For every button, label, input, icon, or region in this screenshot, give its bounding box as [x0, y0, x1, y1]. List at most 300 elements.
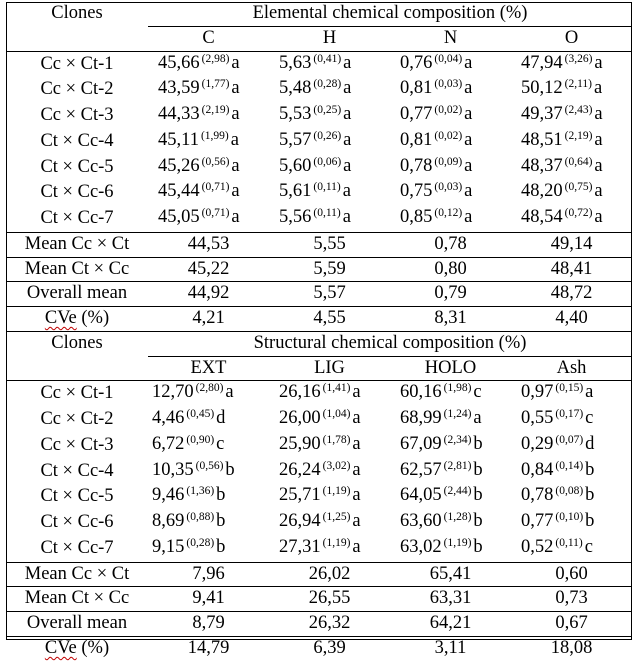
- table-row: [6, 155, 632, 181]
- value-cell: [511, 180, 632, 206]
- std-dev: (1,25): [322, 511, 351, 523]
- std-dev: (0,04): [434, 52, 463, 65]
- group-letter: a: [594, 104, 603, 124]
- table-row: [6, 77, 632, 103]
- summary-label: Overall mean: [6, 282, 148, 307]
- clone-label: Ct × Cc-6: [40, 512, 114, 532]
- mean-value: 10,35: [152, 459, 194, 480]
- group-letter: b: [216, 485, 226, 506]
- std-dev: (1,19): [322, 536, 351, 549]
- std-dev: (2,34): [443, 433, 472, 446]
- summary-label: Overall mean: [6, 612, 148, 637]
- summary-value: 4,55: [269, 307, 390, 332]
- summary-label: [6, 307, 148, 332]
- mean-value: 68,99: [400, 408, 442, 428]
- structural-column-header-row: [6, 356, 632, 381]
- mean-value: 4,46: [152, 408, 185, 428]
- structural-title: Structural chemical composition (%): [148, 331, 632, 356]
- summary-label: Mean Cc × Ct: [6, 562, 148, 587]
- summary-value: 0,73: [511, 587, 632, 612]
- elemental-summary-rows: [6, 232, 632, 331]
- mean-value: 0,76: [400, 52, 433, 73]
- group-letter: c: [584, 536, 593, 557]
- std-dev: (0,72): [564, 207, 593, 219]
- summary-value: 45,22: [148, 257, 269, 282]
- summary-value: 5,55: [269, 232, 390, 257]
- group-letter: a: [464, 181, 473, 202]
- clone-label: Ct × Cc-5: [40, 156, 114, 177]
- summary-value: 5,57: [269, 282, 390, 307]
- column-header-lig: LIG: [269, 356, 390, 381]
- cve-unit: (%): [76, 637, 110, 658]
- group-letter: a: [342, 181, 351, 202]
- table-row: [6, 51, 632, 77]
- std-dev: (0,11): [555, 536, 583, 549]
- group-letter: b: [473, 485, 483, 506]
- std-dev: (0,06): [313, 155, 342, 168]
- summary-label: Mean Cc × Ct: [6, 232, 148, 257]
- summary-value: 18,08: [511, 636, 632, 660]
- summary-value: 4,21: [148, 307, 269, 332]
- mean-value: 5,63: [279, 52, 312, 73]
- std-dev: (0,11): [313, 207, 341, 219]
- group-letter: c: [216, 433, 225, 454]
- clones-header: Clones: [51, 3, 103, 24]
- group-letter: a: [594, 155, 603, 176]
- value-cell: [390, 129, 511, 155]
- std-dev: (2,19): [564, 129, 593, 142]
- group-letter: b: [225, 459, 235, 480]
- group-letter: a: [231, 207, 240, 227]
- value-cell: [148, 381, 269, 407]
- value-cell: [148, 155, 269, 181]
- value-cell: [511, 536, 632, 562]
- clone-label: Ct × Cc-6: [40, 182, 114, 203]
- group-letter: a: [352, 433, 361, 454]
- std-dev: (1,77): [201, 78, 230, 91]
- std-dev: (0,75): [564, 181, 593, 194]
- value-cell: [148, 459, 269, 485]
- value-cell: [269, 433, 390, 459]
- clone-label: Ct × Cc-4: [40, 460, 114, 481]
- value-cell: [390, 407, 511, 433]
- summary-value: 26,02: [269, 562, 390, 587]
- value-cell: [148, 407, 269, 433]
- elemental-title: Elemental chemical composition (%): [148, 2, 632, 26]
- summary-value: 63,31: [390, 587, 511, 612]
- group-letter: a: [352, 382, 361, 403]
- std-dev: (1,19): [322, 485, 351, 498]
- summary-value: 64,21: [390, 612, 511, 637]
- value-cell: [511, 129, 632, 155]
- std-dev: (3,26): [564, 52, 593, 65]
- group-letter: a: [352, 459, 361, 480]
- value-cell: [269, 51, 390, 77]
- summary-value: 5,59: [269, 257, 390, 282]
- value-cell: [269, 484, 390, 510]
- std-dev: (0,11): [313, 181, 341, 194]
- value-cell: [390, 459, 511, 485]
- mean-value: 8,69: [152, 511, 185, 531]
- group-letter: b: [585, 511, 595, 531]
- value-cell: [390, 381, 511, 407]
- value-cell: [269, 510, 390, 536]
- mean-value: 0,55: [521, 408, 554, 428]
- value-cell: [148, 510, 269, 536]
- clone-label: Cc × Ct-2: [40, 79, 114, 100]
- value-cell: [511, 381, 632, 407]
- mean-value: 48,20: [521, 181, 563, 202]
- group-letter: b: [473, 511, 483, 531]
- std-dev: (2,11): [564, 78, 592, 91]
- group-letter: b: [473, 536, 483, 557]
- value-cell: [390, 180, 511, 206]
- group-letter: b: [216, 536, 226, 557]
- std-dev: (0,56): [195, 459, 224, 472]
- summary-value: 26,32: [269, 612, 390, 637]
- std-dev: (0,17): [555, 408, 584, 420]
- value-cell: [269, 129, 390, 155]
- mean-value: 0,75: [400, 181, 433, 202]
- std-dev: (0,14): [555, 459, 584, 472]
- std-dev: (2,80): [195, 382, 224, 395]
- table-row: [6, 510, 632, 536]
- std-dev: (0,10): [555, 511, 584, 523]
- summary-value: 8,79: [148, 612, 269, 637]
- std-dev: (1,24): [443, 408, 472, 420]
- std-dev: (0,03): [434, 181, 463, 194]
- clones-header: Clones: [6, 331, 148, 356]
- group-letter: b: [216, 511, 226, 531]
- value-cell: [269, 155, 390, 181]
- value-cell: [511, 407, 632, 433]
- summary-value: 44,92: [148, 282, 269, 307]
- summary-value: 0,78: [390, 232, 511, 257]
- mean-value: 0,52: [521, 536, 554, 557]
- mean-value: 47,94: [521, 52, 563, 73]
- table-row: [6, 103, 632, 129]
- mean-value: 26,24: [279, 459, 321, 480]
- mean-value: 0,81: [400, 78, 433, 99]
- value-cell: [269, 77, 390, 103]
- mean-value: 45,44: [158, 181, 200, 202]
- clone-label: Cc × Ct-2: [40, 409, 114, 429]
- mean-value: 63,60: [400, 511, 442, 531]
- mean-value: 0,84: [521, 459, 554, 480]
- group-letter: a: [593, 78, 603, 99]
- group-letter: a: [231, 104, 240, 124]
- value-cell: [511, 510, 632, 536]
- std-dev: (0,12): [434, 207, 463, 219]
- mean-value: 5,53: [279, 104, 312, 124]
- table-row: [6, 433, 632, 459]
- mean-value: 12,70: [152, 382, 194, 403]
- value-cell: [390, 510, 511, 536]
- summary-value: 7,96: [148, 562, 269, 587]
- std-dev: (0,15): [555, 382, 584, 395]
- value-cell: [511, 51, 632, 77]
- summary-row: [6, 587, 632, 612]
- column-header-c: C: [148, 26, 269, 51]
- summary-label: Mean Ct × Cc: [6, 257, 148, 282]
- mean-value: 6,72: [152, 433, 185, 454]
- summary-value: 8,31: [390, 307, 511, 332]
- summary-value: 6,39: [269, 636, 390, 660]
- group-letter: a: [343, 52, 352, 73]
- mean-value: 0,85: [400, 207, 433, 227]
- mean-value: 60,16: [400, 382, 442, 403]
- group-letter: a: [342, 207, 351, 227]
- value-cell: [390, 484, 511, 510]
- value-cell: [148, 536, 269, 562]
- summary-row: [6, 307, 632, 332]
- value-cell: [511, 484, 632, 510]
- mean-value: 43,59: [158, 78, 200, 99]
- elemental-title-row: [6, 2, 632, 26]
- mean-value: 63,02: [400, 536, 442, 557]
- std-dev: (0,64): [564, 155, 593, 168]
- value-cell: [269, 407, 390, 433]
- std-dev: (2,98): [201, 52, 230, 65]
- group-letter: a: [231, 155, 240, 176]
- group-letter: a: [464, 129, 473, 150]
- column-header-ash: Ash: [511, 356, 632, 381]
- mean-value: 25,71: [279, 485, 321, 506]
- mean-value: 26,94: [279, 511, 321, 531]
- value-cell: [511, 155, 632, 181]
- elemental-section: [6, 2, 632, 51]
- summary-value: 0,60: [511, 562, 632, 587]
- mean-value: 0,97: [521, 382, 554, 403]
- elemental-column-header-row: [6, 26, 632, 51]
- group-letter: a: [473, 408, 482, 428]
- group-letter: a: [352, 536, 361, 557]
- summary-row: [6, 282, 632, 307]
- group-letter: a: [464, 155, 473, 176]
- value-cell: [390, 206, 511, 232]
- mean-value: 49,37: [521, 104, 563, 124]
- clone-label: Ct × Cc-7: [40, 208, 114, 228]
- std-dev: (0,71): [201, 181, 230, 194]
- std-dev: (2,19): [201, 104, 230, 116]
- std-dev: (0,25): [313, 104, 342, 116]
- group-letter: a: [352, 408, 361, 428]
- table-row: [6, 129, 632, 155]
- summary-value: 49,14: [511, 232, 632, 257]
- value-cell: [148, 103, 269, 129]
- column-header-n: N: [390, 26, 511, 51]
- group-letter: a: [585, 382, 594, 403]
- mean-value: 26,16: [279, 382, 321, 403]
- value-cell: [511, 206, 632, 232]
- cve-label: CVe: [44, 637, 77, 658]
- mean-value: 5,57: [279, 129, 312, 150]
- value-cell: [148, 51, 269, 77]
- group-letter: d: [585, 433, 595, 454]
- summary-row: [6, 562, 632, 587]
- mean-value: 5,61: [279, 181, 312, 202]
- value-cell: [148, 206, 269, 232]
- group-letter: a: [343, 129, 352, 150]
- clone-label: Cc × Ct-1: [6, 381, 148, 407]
- group-letter: c: [473, 382, 482, 403]
- chemical-composition-table: [6, 2, 632, 661]
- mean-value: 9,46: [152, 485, 185, 506]
- value-cell: [511, 103, 632, 129]
- group-letter: a: [464, 104, 473, 124]
- summary-value: 48,41: [511, 257, 632, 282]
- table-row: [6, 381, 632, 407]
- group-letter: a: [343, 104, 352, 124]
- mean-value: 48,37: [521, 155, 563, 176]
- column-header-holo: HOLO: [390, 356, 511, 381]
- std-dev: (0,56): [201, 155, 230, 168]
- group-letter: a: [594, 129, 603, 150]
- std-dev: (3,02): [322, 459, 351, 472]
- std-dev: (0,02): [434, 129, 463, 142]
- mean-value: 27,31: [279, 536, 321, 557]
- mean-value: 45,26: [158, 155, 200, 176]
- std-dev: (0,90): [186, 433, 215, 446]
- mean-value: 62,57: [400, 459, 442, 480]
- group-letter: a: [343, 155, 352, 176]
- mean-value: 50,12: [521, 78, 563, 99]
- summary-row: [6, 636, 632, 660]
- std-dev: (1,28): [443, 511, 472, 523]
- summary-value: 48,72: [511, 282, 632, 307]
- std-dev: (0,08): [555, 485, 584, 498]
- value-cell: [390, 536, 511, 562]
- mean-value: 44,33: [158, 104, 200, 124]
- column-header-o: O: [511, 26, 632, 51]
- summary-value: 0,80: [390, 257, 511, 282]
- group-letter: a: [352, 511, 361, 531]
- mean-value: 5,60: [279, 155, 312, 176]
- summary-value: 3,11: [390, 636, 511, 660]
- std-dev: (2,81): [443, 459, 472, 472]
- summary-value: 65,41: [390, 562, 511, 587]
- value-cell: [269, 206, 390, 232]
- value-cell: [511, 433, 632, 459]
- std-dev: (1,19): [443, 536, 472, 549]
- std-dev: (0,28): [313, 78, 342, 91]
- std-dev: (1,78): [322, 433, 351, 446]
- std-dev: (1,04): [322, 408, 351, 420]
- std-dev: (0,28): [186, 536, 215, 549]
- mean-value: 48,51: [521, 129, 563, 150]
- group-letter: a: [594, 52, 603, 73]
- group-letter: a: [231, 52, 240, 73]
- std-dev: (2,44): [443, 485, 472, 498]
- value-cell: [511, 77, 632, 103]
- group-letter: d: [216, 408, 226, 428]
- summary-label: Mean Ct × Cc: [6, 587, 148, 612]
- elemental-clone-rows: [6, 51, 632, 232]
- structural-clone-rows: [6, 381, 632, 562]
- summary-value: 26,55: [269, 587, 390, 612]
- structural-title-row: [6, 331, 632, 356]
- group-letter: a: [231, 78, 240, 99]
- value-cell: [390, 433, 511, 459]
- group-letter: b: [473, 459, 483, 480]
- mean-value: 0,78: [521, 485, 554, 506]
- group-letter: a: [231, 181, 240, 202]
- mean-value: 5,48: [279, 78, 312, 99]
- std-dev: (0,02): [434, 104, 463, 116]
- value-cell: [148, 433, 269, 459]
- std-dev: (1,36): [186, 485, 215, 498]
- mean-value: 45,11: [158, 129, 199, 150]
- mean-value: 26,00: [279, 408, 321, 428]
- value-cell: [269, 180, 390, 206]
- clone-label: Cc × Ct-3: [40, 434, 114, 455]
- group-letter: a: [464, 52, 473, 73]
- std-dev: (1,99): [200, 129, 229, 142]
- table-row: [6, 180, 632, 206]
- std-dev: (0,07): [555, 433, 584, 446]
- group-letter: a: [225, 382, 234, 403]
- std-dev: (0,71): [201, 207, 230, 219]
- group-letter: a: [594, 181, 603, 202]
- value-cell: [269, 381, 390, 407]
- table-row: [6, 206, 632, 232]
- std-dev: (2,43): [564, 104, 593, 116]
- std-dev: (0,45): [186, 408, 215, 420]
- std-dev: (0,88): [186, 511, 215, 523]
- group-letter: a: [343, 78, 352, 99]
- group-letter: a: [594, 207, 603, 227]
- summary-value: 4,40: [511, 307, 632, 332]
- clone-label: Ct × Cc-7: [40, 537, 114, 558]
- group-letter: a: [352, 485, 361, 506]
- std-dev: (1,98): [443, 382, 472, 395]
- summary-row: [6, 257, 632, 282]
- summary-value: 0,79: [390, 282, 511, 307]
- group-letter: b: [585, 459, 595, 480]
- summary-value: 0,67: [511, 612, 632, 637]
- summary-value: 44,53: [148, 232, 269, 257]
- clone-label: Ct × Cc-5: [40, 486, 114, 507]
- mean-value: 67,09: [400, 433, 442, 454]
- group-letter: a: [464, 207, 473, 227]
- value-cell: [148, 180, 269, 206]
- group-letter: a: [230, 129, 239, 150]
- mean-value: 9,15: [152, 536, 185, 557]
- clone-label: Cc × Ct-3: [40, 105, 114, 125]
- group-letter: c: [585, 408, 594, 428]
- table-row: [6, 407, 632, 433]
- summary-value: 9,41: [148, 587, 269, 612]
- value-cell: [148, 77, 269, 103]
- std-dev: (0,03): [434, 78, 463, 91]
- value-cell: [269, 103, 390, 129]
- table-row: [6, 484, 632, 510]
- structural-summary-rows: [6, 562, 632, 661]
- summary-label: [6, 636, 148, 660]
- summary-row: [6, 232, 632, 257]
- value-cell: [148, 129, 269, 155]
- value-cell: [269, 536, 390, 562]
- group-letter: b: [473, 433, 483, 454]
- mean-value: 0,77: [521, 511, 554, 531]
- cve-label: CVe: [44, 308, 77, 328]
- value-cell: [511, 459, 632, 485]
- clone-label: Cc × Ct-1: [6, 51, 148, 77]
- value-cell: [390, 77, 511, 103]
- clone-label: Ct × Cc-4: [40, 130, 114, 151]
- std-dev: (0,09): [434, 155, 463, 168]
- std-dev: (0,26): [313, 129, 342, 142]
